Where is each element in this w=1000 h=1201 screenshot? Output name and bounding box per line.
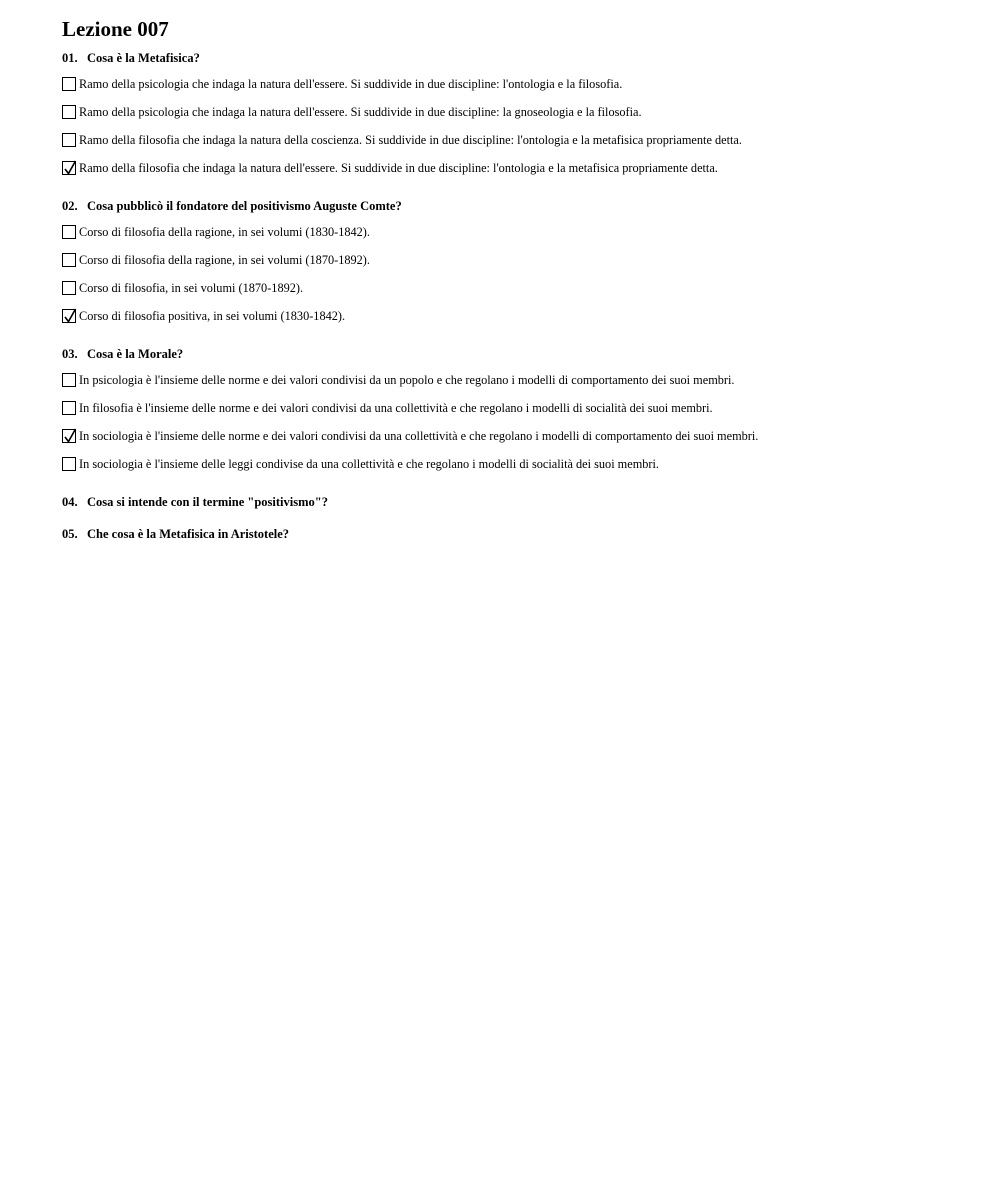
checkbox-empty-icon[interactable] bbox=[62, 133, 76, 147]
question-heading bbox=[62, 495, 960, 510]
page-title: Lezione 007 bbox=[62, 17, 169, 41]
question-block bbox=[62, 199, 960, 330]
answer-text: In filosofia è l'insieme delle norme e dei valori condivisi da una collettività e che regolano i modelli di socialità dei suoi membri. bbox=[79, 401, 713, 415]
answer-option[interactable] bbox=[62, 98, 960, 126]
answer-option[interactable] bbox=[62, 450, 960, 478]
answer-text: Corso di filosofia della ragione, in sei volumi (1870-1892). bbox=[79, 253, 370, 267]
check-icon[interactable] bbox=[62, 429, 76, 443]
answer-option[interactable] bbox=[62, 70, 960, 98]
question-block bbox=[62, 347, 960, 478]
question-text: Cosa pubblicò il fondatore del positivismo Auguste Comte? bbox=[87, 199, 402, 213]
checkbox-empty-icon[interactable] bbox=[62, 457, 76, 471]
answer-option[interactable] bbox=[62, 366, 960, 394]
question-number: 03. bbox=[62, 347, 78, 361]
answer-text: In sociologia è l'insieme delle norme e dei valori condivisi da una collettività e che regolano i modelli di comportamento dei suoi membri. bbox=[79, 429, 759, 443]
question-heading bbox=[62, 199, 960, 214]
answer-list bbox=[62, 366, 960, 478]
question-text: Cosa è la Metafisica? bbox=[87, 51, 200, 65]
checkbox-empty-icon[interactable] bbox=[62, 253, 76, 267]
question-text: Che cosa è la Metafisica in Aristotele? bbox=[87, 527, 290, 541]
question-block bbox=[62, 51, 960, 182]
answer-option[interactable] bbox=[62, 126, 960, 154]
question-heading bbox=[62, 51, 960, 66]
answer-text: In sociologia è l'insieme delle leggi condivise da una collettività e che regolano i modelli di socialità dei suoi membri. bbox=[79, 457, 660, 471]
answer-text: Ramo della filosofia che indaga la natura dell'essere. Si suddivide in due discipline: l'ontologia e la metafisica propriamente detta. bbox=[79, 161, 718, 175]
answer-text: Corso di filosofia della ragione, in sei volumi (1830-1842). bbox=[79, 225, 370, 239]
answer-option[interactable] bbox=[62, 394, 960, 422]
question-text: Cosa si intende con il termine "positivismo"? bbox=[87, 495, 328, 509]
answer-option[interactable] bbox=[62, 246, 960, 274]
answer-option[interactable] bbox=[62, 422, 960, 450]
checkbox-empty-icon[interactable] bbox=[62, 225, 76, 239]
answer-text: Corso di filosofia, in sei volumi (1870-1892). bbox=[79, 281, 304, 295]
question-text: Cosa è la Morale? bbox=[87, 347, 184, 361]
quiz-page bbox=[62, 0, 960, 542]
question-number: 04. bbox=[62, 495, 78, 509]
answer-text: Ramo della psicologia che indaga la natura dell'essere. Si suddivide in due discipline: la gnoseologia e la filosofia. bbox=[79, 105, 642, 119]
question-heading bbox=[62, 347, 960, 362]
checkbox-empty-icon[interactable] bbox=[62, 105, 76, 119]
answer-list bbox=[62, 70, 960, 182]
answer-text: Ramo della psicologia che indaga la natura dell'essere. Si suddivide in due discipline: l'ontologia e la filosofia. bbox=[79, 77, 623, 91]
answer-option[interactable] bbox=[62, 302, 960, 330]
checkbox-empty-icon[interactable] bbox=[62, 77, 76, 91]
question-block bbox=[62, 495, 960, 510]
answer-text: In psicologia è l'insieme delle norme e dei valori condivisi da un popolo e che regolano i modelli di comportamento dei suoi membri. bbox=[79, 373, 735, 387]
question-number: 02. bbox=[62, 199, 78, 213]
answer-text: Ramo della filosofia che indaga la natura della coscienza. Si suddivide in due discipline: l'ontologia e la metafisica propriamente detta. bbox=[79, 133, 742, 147]
answer-text: Corso di filosofia positiva, in sei volumi (1830-1842). bbox=[79, 309, 346, 323]
question-number: 05. bbox=[62, 527, 78, 541]
answer-list bbox=[62, 218, 960, 330]
checkbox-empty-icon[interactable] bbox=[62, 281, 76, 295]
check-icon[interactable] bbox=[62, 161, 76, 175]
checkbox-empty-icon[interactable] bbox=[62, 373, 76, 387]
checkbox-empty-icon[interactable] bbox=[62, 401, 76, 415]
question-list bbox=[62, 51, 960, 542]
answer-option[interactable] bbox=[62, 218, 960, 246]
question-number: 01. bbox=[62, 51, 78, 65]
question-heading bbox=[62, 527, 960, 542]
check-icon[interactable] bbox=[62, 309, 76, 323]
answer-option[interactable] bbox=[62, 274, 960, 302]
question-block bbox=[62, 527, 960, 542]
answer-option[interactable] bbox=[62, 154, 960, 182]
